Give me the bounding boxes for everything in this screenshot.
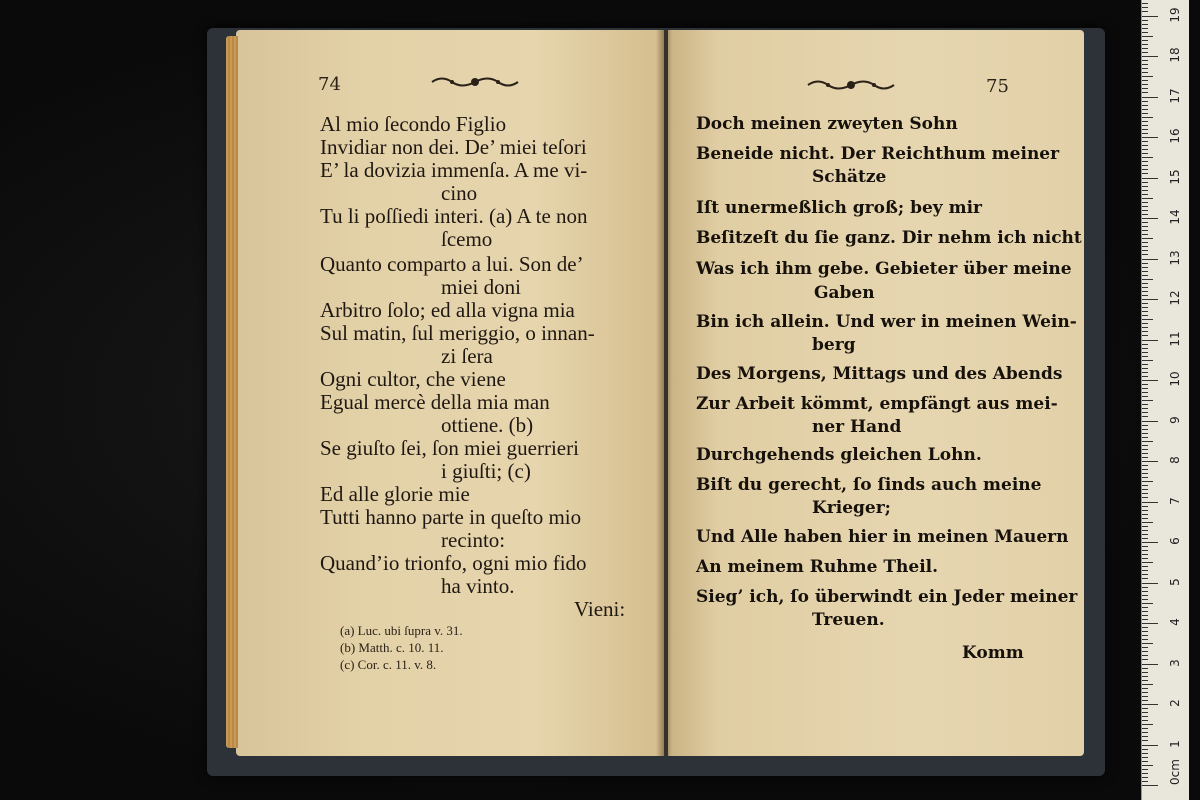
ruler-tick <box>1142 72 1148 73</box>
ruler-tick <box>1142 125 1148 126</box>
ruler-tick <box>1142 676 1148 677</box>
ruler-tick <box>1142 453 1148 454</box>
ruler-label: 15 <box>1168 168 1182 185</box>
ruler-tick <box>1142 360 1153 361</box>
ruler-tick <box>1142 429 1148 430</box>
ruler-tick <box>1142 651 1148 652</box>
ruler-tick <box>1142 769 1148 770</box>
ruler-tick <box>1142 84 1148 85</box>
ruler-tick <box>1142 267 1148 268</box>
text-line: Arbitro ſolo; ed alla vigna mia <box>320 298 575 322</box>
ruler-tick <box>1142 570 1148 571</box>
ruler-tick <box>1142 11 1148 12</box>
ruler-tick <box>1142 664 1158 665</box>
ruler-label: 16 <box>1168 128 1182 144</box>
text-line: Quanto comparto a lui. Son de’ <box>320 252 584 276</box>
ruler-tick <box>1142 68 1148 69</box>
ruler-tick <box>1142 502 1158 503</box>
ruler-tick <box>1142 765 1153 766</box>
ruler-tick <box>1142 344 1148 345</box>
ruler-tick <box>1142 412 1148 413</box>
ruler-tick <box>1142 218 1158 219</box>
ruler-tick <box>1142 307 1148 308</box>
ruler-tick <box>1142 319 1153 320</box>
ruler-tick <box>1142 416 1148 417</box>
ruler-tick <box>1142 101 1148 102</box>
ruler-tick <box>1142 615 1148 616</box>
ornament-right-icon <box>806 76 896 94</box>
ruler-label: 8 <box>1168 456 1182 464</box>
ruler-tick <box>1142 425 1148 426</box>
text-line: Durchgehends gleichen Lohn. <box>696 445 982 465</box>
ruler-tick <box>1142 190 1148 191</box>
text-line: Sieg’ ich, ſo überwindt ein Jeder meiner <box>696 587 1078 607</box>
ruler-tick <box>1142 785 1158 786</box>
ruler-tick <box>1142 485 1148 486</box>
ruler-tick <box>1142 437 1148 438</box>
ruler-tick <box>1142 631 1148 632</box>
text-line: Se giuſto ſei, ſon miei guerrieri <box>320 436 579 460</box>
text-line: Tutti hanno parte in queſto mio <box>320 505 582 529</box>
ruler-tick <box>1142 242 1148 243</box>
ruler-tick <box>1142 635 1148 636</box>
ruler-tick <box>1142 692 1148 693</box>
ruler-tick <box>1142 141 1148 142</box>
ruler-tick <box>1142 400 1153 401</box>
ruler-tick <box>1142 777 1148 778</box>
ruler-tick <box>1142 457 1148 458</box>
ruler-tick <box>1142 587 1148 588</box>
text-line: ottiene. (b) <box>441 413 534 437</box>
ruler-tick <box>1142 449 1148 450</box>
ruler-tick <box>1142 534 1148 535</box>
footnote: (c) Cor. c. 11. v. 8. <box>340 657 437 672</box>
text-line: i giuſti; (c) <box>441 459 531 483</box>
ruler-tick <box>1142 465 1148 466</box>
ruler-tick <box>1142 88 1148 89</box>
ruler-tick <box>1142 202 1148 203</box>
text-line: Treuen. <box>812 610 885 630</box>
ruler-tick <box>1142 214 1148 215</box>
ruler-tick <box>1142 659 1148 660</box>
ruler-tick <box>1142 186 1148 187</box>
ruler-tick <box>1142 510 1148 511</box>
ruler-tick <box>1142 161 1148 162</box>
ruler-tick <box>1142 392 1148 393</box>
ruler-tick <box>1142 627 1148 628</box>
ruler-tick <box>1142 522 1153 523</box>
text-line: Zur Arbeit kömmt, empfängt aus mei- <box>696 394 1058 414</box>
ruler-tick <box>1142 254 1148 255</box>
ruler-tick <box>1142 238 1153 239</box>
ruler-tick <box>1142 60 1148 61</box>
ruler-tick <box>1142 728 1148 729</box>
ruler-tick <box>1142 574 1148 575</box>
ruler-tick <box>1142 712 1148 713</box>
ruler-tick <box>1142 113 1148 114</box>
ruler-tick <box>1142 7 1148 8</box>
ruler-tick <box>1142 619 1148 620</box>
ruler-tick <box>1142 408 1148 409</box>
ornament-left-icon <box>430 73 520 91</box>
catchword: Vieni: <box>574 597 626 621</box>
ruler-tick <box>1142 445 1148 446</box>
ruler-tick <box>1142 497 1148 498</box>
ruler-tick <box>1142 194 1148 195</box>
ruler-tick <box>1142 749 1148 750</box>
text-line: An meinem Ruhme Theil. <box>696 557 939 577</box>
ruler-tick <box>1142 129 1148 130</box>
ruler-tick <box>1142 680 1148 681</box>
text-line: Quand’io trionfo, ogni mio fido <box>320 551 587 575</box>
ruler-tick <box>1142 655 1148 656</box>
ruler-tick <box>1142 295 1148 296</box>
text-line: Krieger; <box>812 498 891 518</box>
ruler-tick <box>1142 696 1148 697</box>
ruler-tick <box>1142 562 1153 563</box>
ruler-tick <box>1142 169 1148 170</box>
ruler-label: 13 <box>1168 249 1182 266</box>
left-page-number: 74 <box>318 74 341 95</box>
ruler-tick <box>1142 473 1148 474</box>
ruler-tick <box>1142 230 1148 231</box>
text-line: Tu li poſſiedi interi. (a) A te non <box>320 204 588 228</box>
ruler-tick <box>1142 599 1148 600</box>
ruler-tick <box>1142 117 1153 118</box>
ruler-label: 6 <box>1168 537 1182 545</box>
text-line: Sul matin, ſul meriggio, o innan- <box>320 321 595 345</box>
ruler-tick <box>1142 441 1153 442</box>
ruler-tick <box>1142 3 1148 4</box>
ruler-tick <box>1142 109 1148 110</box>
ruler-label: 1 <box>1168 739 1182 748</box>
ruler-tick <box>1142 566 1148 567</box>
ruler-tick <box>1142 92 1148 93</box>
ruler-tick <box>1142 421 1158 422</box>
ruler-tick <box>1142 352 1148 353</box>
ruler-tick <box>1142 578 1148 579</box>
ruler-tick <box>1142 283 1148 284</box>
ruler-tick <box>1142 311 1148 312</box>
ruler-label: 2 <box>1168 699 1182 707</box>
ruler-tick <box>1142 48 1148 49</box>
ruler-tick <box>1142 388 1148 389</box>
ruler-tick <box>1142 469 1148 470</box>
text-line: Ed alle glorie mie <box>320 482 470 506</box>
ruler-tick <box>1142 550 1148 551</box>
ruler-tick <box>1142 24 1148 25</box>
text-line: cino <box>441 181 478 205</box>
ruler-tick <box>1142 506 1148 507</box>
ruler-tick <box>1142 36 1153 37</box>
ruler-tick <box>1142 173 1148 174</box>
ruler-tick <box>1142 323 1148 324</box>
ruler-label: 17 <box>1168 87 1182 104</box>
ruler-tick <box>1142 222 1148 223</box>
ruler-tick <box>1142 275 1148 276</box>
ruler-tick <box>1142 364 1148 365</box>
ruler-tick <box>1142 700 1148 701</box>
ruler-tick <box>1142 340 1158 341</box>
ruler-tick <box>1142 595 1148 596</box>
ruler-tick <box>1142 518 1148 519</box>
ruler-tick <box>1142 331 1148 332</box>
text-line: berg <box>812 335 856 355</box>
ruler-tick <box>1142 250 1148 251</box>
ruler-tick <box>1142 647 1148 648</box>
ruler-tick <box>1142 133 1148 134</box>
ruler-tick <box>1142 514 1148 515</box>
ruler-tick <box>1142 781 1148 782</box>
ruler-tick <box>1142 335 1148 336</box>
ruler-tick <box>1142 16 1158 17</box>
ruler-tick <box>1142 210 1148 211</box>
ruler-tick <box>1142 668 1148 669</box>
ruler-tick <box>1142 688 1148 689</box>
text-line: Bin ich allein. Und wer in meinen Wein- <box>696 312 1077 332</box>
ruler-tick <box>1142 740 1148 741</box>
text-line: Doch meinen zweyten Sohn <box>696 114 958 134</box>
ruler-tick <box>1142 356 1148 357</box>
ruler-tick <box>1142 761 1148 762</box>
text-line: Egual mercè della mia man <box>320 390 550 414</box>
ruler-tick <box>1142 153 1148 154</box>
ruler-tick <box>1142 287 1148 288</box>
ruler-tick <box>1142 315 1148 316</box>
ruler-tick <box>1142 263 1148 264</box>
text-line: ha vinto. <box>441 574 515 598</box>
ruler-tick <box>1142 724 1153 725</box>
ruler-tick <box>1142 672 1148 673</box>
ruler-tick <box>1142 461 1158 462</box>
ruler-label: 5 <box>1168 577 1182 586</box>
ruler-tick <box>1142 165 1148 166</box>
ruler-tick <box>1142 708 1148 709</box>
ruler-tick <box>1142 246 1148 247</box>
ruler-tick <box>1142 20 1148 21</box>
ruler-tick <box>1142 327 1148 328</box>
text-line: zi ſera <box>441 344 493 368</box>
ruler-tick <box>1142 477 1148 478</box>
ruler-tick <box>1142 149 1148 150</box>
ruler-tick <box>1142 623 1158 624</box>
ruler-tick <box>1142 526 1148 527</box>
text-line: ner Hand <box>812 417 902 437</box>
ruler-tick <box>1142 558 1148 559</box>
ruler-tick <box>1142 271 1148 272</box>
measuring-ruler <box>1141 0 1189 800</box>
ruler-label: 12 <box>1168 290 1182 306</box>
ruler-tick <box>1142 481 1153 482</box>
ruler-tick <box>1142 348 1148 349</box>
text-line: Schätze <box>812 167 887 187</box>
text-line: Biſt du gerecht, ſo ſinds auch meine <box>696 475 1042 495</box>
ruler-tick <box>1142 52 1148 53</box>
text-line: Iſt unermeßlich groß; bey mir <box>696 198 982 218</box>
ruler-tick <box>1142 530 1148 531</box>
ruler-tick <box>1142 64 1148 65</box>
ruler-tick <box>1142 542 1158 543</box>
text-line: Gaben <box>814 283 875 303</box>
ruler-tick <box>1142 538 1148 539</box>
ruler-tick <box>1142 757 1148 758</box>
ruler-tick <box>1142 684 1153 685</box>
ruler-tick <box>1142 76 1153 77</box>
text-line: Ogni cultor, che viene <box>320 367 506 391</box>
ruler-tick <box>1142 368 1148 369</box>
ruler-tick <box>1142 607 1148 608</box>
ruler-tick <box>1142 583 1158 584</box>
ruler-tick <box>1142 226 1148 227</box>
ruler-tick <box>1142 206 1148 207</box>
ruler-tick <box>1142 291 1148 292</box>
text-line: Invidiar non dei. De’ miei teſori <box>320 135 587 159</box>
footnote: (a) Luc. ubi ſupra v. 31. <box>340 623 463 638</box>
ruler-tick <box>1142 745 1158 746</box>
ruler-tick <box>1142 404 1148 405</box>
ruler-tick <box>1142 639 1148 640</box>
ruler-tick <box>1142 178 1158 179</box>
ruler-tick <box>1142 105 1148 106</box>
ruler-tick <box>1142 28 1148 29</box>
ruler-label: 7 <box>1168 496 1182 505</box>
ruler-tick <box>1142 753 1148 754</box>
ruler-tick <box>1142 554 1148 555</box>
ruler-tick <box>1142 80 1148 81</box>
ruler-label: 10 <box>1168 371 1182 387</box>
ruler-tick <box>1142 603 1153 604</box>
text-line: Was ich ihm gebe. Gebieter über meine <box>696 259 1072 279</box>
ruler-tick <box>1142 157 1153 158</box>
ruler-tick <box>1142 372 1148 373</box>
ruler-tick <box>1142 643 1153 644</box>
catchword: Komm <box>962 643 1024 663</box>
ruler-label: 9 <box>1168 415 1182 424</box>
ruler-tick <box>1142 279 1153 280</box>
ruler-tick <box>1142 736 1148 737</box>
ruler-tick <box>1142 182 1148 183</box>
text-line: Al mio ſecondo Figlio <box>320 112 507 136</box>
ruler-tick <box>1142 732 1148 733</box>
ruler-tick <box>1142 40 1148 41</box>
text-line: ſcemo <box>441 227 493 251</box>
ruler-label: 4 <box>1168 618 1182 626</box>
ruler-tick <box>1142 380 1158 381</box>
ruler-tick <box>1142 137 1158 138</box>
ruler-label: 3 <box>1168 658 1182 667</box>
ruler-tick <box>1142 299 1158 300</box>
ruler-tick <box>1142 396 1148 397</box>
ruler-tick <box>1142 145 1148 146</box>
ruler-tick <box>1142 234 1148 235</box>
ruler-tick <box>1142 97 1158 98</box>
ruler-tick <box>1142 121 1148 122</box>
ruler-label: 0cm <box>1168 759 1182 785</box>
ruler-tick <box>1142 198 1153 199</box>
ruler-tick <box>1142 433 1148 434</box>
text-line: Beſitzeſt du ſie ganz. Dir nehm ich nicht <box>696 228 1082 248</box>
text-line: recinto: <box>441 528 506 552</box>
ruler-tick <box>1142 376 1148 377</box>
ruler-tick <box>1142 720 1148 721</box>
text-line: Des Morgens, Mittags und des Abends <box>696 364 1063 384</box>
right-page-number: 75 <box>986 76 1009 97</box>
ruler-tick <box>1142 611 1148 612</box>
ruler-tick <box>1142 546 1148 547</box>
footnote: (b) Matth. c. 10. 11. <box>340 640 444 655</box>
ruler-tick <box>1142 704 1158 705</box>
ruler-tick <box>1142 716 1148 717</box>
text-line: Und Alle haben hier in meinen Mauern <box>696 527 1069 547</box>
ruler-label: 11 <box>1168 330 1182 347</box>
ruler-label: 19 <box>1168 6 1182 23</box>
text-line: Beneide nicht. Der Reichthum meiner <box>696 144 1060 164</box>
ruler-tick <box>1142 303 1148 304</box>
ruler-tick <box>1142 259 1158 260</box>
ruler-tick <box>1142 56 1158 57</box>
ruler-label: 14 <box>1168 209 1182 225</box>
text-line: miei doni <box>441 275 521 299</box>
ruler-tick <box>1142 32 1148 33</box>
ruler-tick <box>1142 44 1148 45</box>
ruler-tick <box>1142 493 1148 494</box>
ruler-tick <box>1142 773 1148 774</box>
ruler-tick <box>1142 489 1148 490</box>
ruler-label: 18 <box>1168 47 1182 63</box>
text-line: E’ la dovizia immenſa. A me vi- <box>320 158 588 182</box>
book-gutter <box>656 30 672 756</box>
ruler-tick <box>1142 591 1148 592</box>
ruler-tick <box>1142 384 1148 385</box>
